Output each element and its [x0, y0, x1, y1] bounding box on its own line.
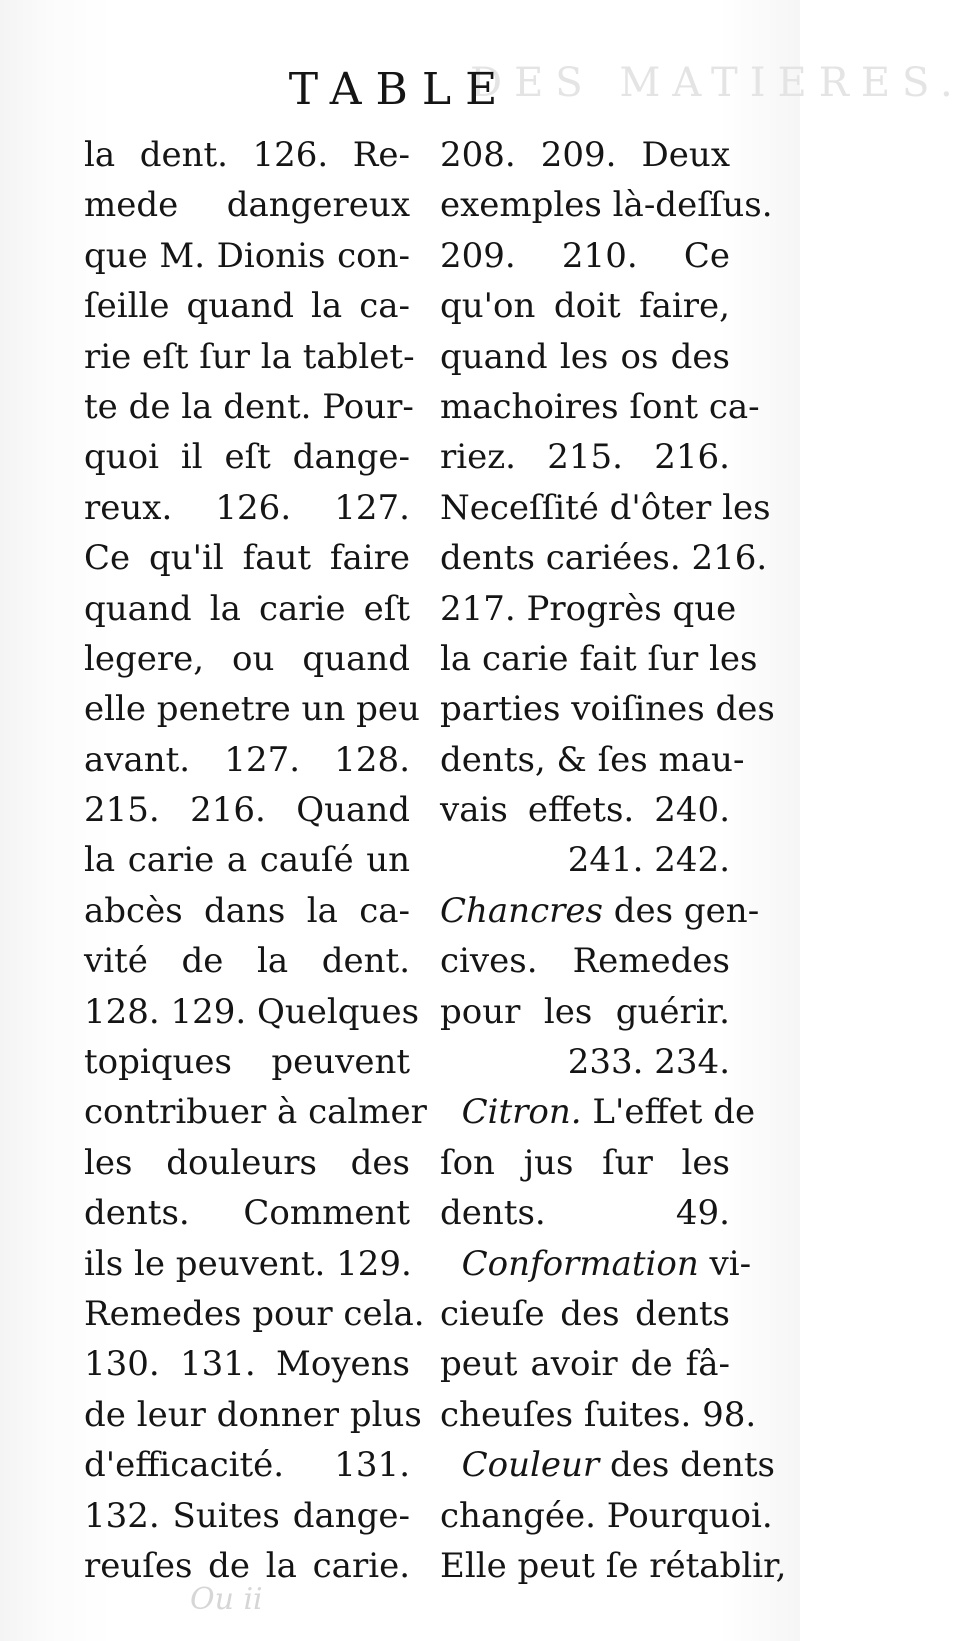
- text-line: cieuſe des dents: [440, 1293, 730, 1334]
- text-line: 130. 131. Moyens: [84, 1344, 410, 1385]
- text-line: qu'on doit faire,: [440, 286, 730, 327]
- text-line: quand les os des: [440, 336, 730, 377]
- index-entry-line: [440, 1087, 756, 1137]
- text-line: peut avoir de fâ-: [440, 1344, 730, 1385]
- bleed-through-text: DES MATIERES.: [470, 60, 965, 106]
- text-line: vité de la dent.: [84, 941, 410, 982]
- text-line: elle penetre un peu: [84, 689, 420, 730]
- entry-text: vi-: [709, 1243, 752, 1284]
- text-line: ils le peuvent. 129.: [84, 1243, 412, 1284]
- text-line: de leur donner plus: [84, 1394, 422, 1435]
- text-line: contribuer à calmer: [84, 1092, 427, 1133]
- index-entry-line: [440, 886, 760, 936]
- text-line: riez. 215. 216.: [440, 437, 730, 478]
- text-line: Remedes pour cela.: [84, 1293, 425, 1334]
- text-line: ſon jus ſur les: [440, 1142, 730, 1183]
- text-line: quand la carie eſt: [84, 588, 410, 629]
- text-line: la dent. 126. Re-: [84, 135, 410, 175]
- text-line: la carie a cauſé un: [84, 840, 410, 881]
- text-line: mede dangereux: [84, 185, 410, 226]
- text-line: parties voiſines des: [440, 689, 775, 730]
- text-line: Elle peut ſe rétablir,: [440, 1545, 787, 1586]
- text-line: cives. Remedes: [440, 941, 730, 982]
- text-line: quoi il eſt dange-: [84, 437, 410, 478]
- text-line: 233. 234.: [567, 1042, 730, 1083]
- text-line: 208. 209. Deux: [440, 135, 730, 175]
- entry-text: des gen-: [613, 890, 760, 931]
- text-line: topiques peuvent: [84, 1042, 410, 1083]
- text-line: dents cariées. 216.: [440, 538, 768, 579]
- index-entry-line: [440, 1239, 752, 1289]
- text-line: avant. 127. 128.: [84, 739, 410, 780]
- text-line: dents, & ſes mau-: [440, 739, 745, 780]
- page-header: TABLE: [288, 64, 512, 115]
- text-line: dents. 49.: [440, 1193, 730, 1234]
- text-line: reux. 126. 127.: [84, 487, 410, 528]
- text-line: que M. Dionis con-: [84, 235, 410, 276]
- text-line: Ce qu'il faut faire: [84, 538, 410, 579]
- text-line: dents. Comment: [84, 1193, 410, 1234]
- text-line: abcès dans la ca-: [84, 890, 410, 931]
- text-line: la carie fait ſur les: [440, 638, 758, 679]
- text-line: 241. 242.: [567, 840, 730, 881]
- index-term: Couleur: [461, 1445, 600, 1486]
- text-line: 217. Progrès que: [440, 588, 737, 629]
- text-line: rie eſt ſur la tablet-: [84, 336, 415, 377]
- text-line: ſeille quand la ca-: [84, 286, 410, 327]
- index-entry-line: [440, 1440, 776, 1490]
- text-line: machoires ſont ca-: [440, 386, 760, 427]
- text-line: reuſes de la carie.: [84, 1545, 410, 1586]
- index-term: Conformation: [461, 1243, 699, 1284]
- left-column: [84, 130, 427, 1591]
- pencil-mark: Ou ii: [190, 1582, 263, 1617]
- text-line: cheuſes ſuites. 98.: [440, 1394, 757, 1435]
- text-line: 132. Suites dange-: [84, 1495, 410, 1536]
- index-term: Chancres: [440, 890, 603, 931]
- entry-text: L'effet de: [592, 1092, 756, 1133]
- right-column: [440, 130, 787, 1591]
- text-line: Neceſſité d'ôter les: [440, 487, 771, 528]
- text-line: exemples là-deſſus.: [440, 185, 773, 226]
- text-line: pour les guérir.: [440, 991, 730, 1032]
- index-term: Citron.: [461, 1092, 582, 1133]
- text-line: vais effets. 240.: [440, 790, 730, 831]
- text-line: changée. Pourquoi.: [440, 1495, 773, 1536]
- text-line: 215. 216. Quand: [84, 790, 410, 831]
- text-line: te de la dent. Pour-: [84, 386, 414, 427]
- entry-text: des dents: [609, 1445, 776, 1486]
- text-line: d'efficacité. 131.: [84, 1445, 410, 1486]
- text-line: legere, ou quand: [84, 638, 410, 679]
- text-line: 209. 210. Ce: [440, 235, 730, 276]
- text-line: les douleurs des: [84, 1142, 410, 1183]
- text-line: 128. 129. Quelques: [84, 991, 420, 1032]
